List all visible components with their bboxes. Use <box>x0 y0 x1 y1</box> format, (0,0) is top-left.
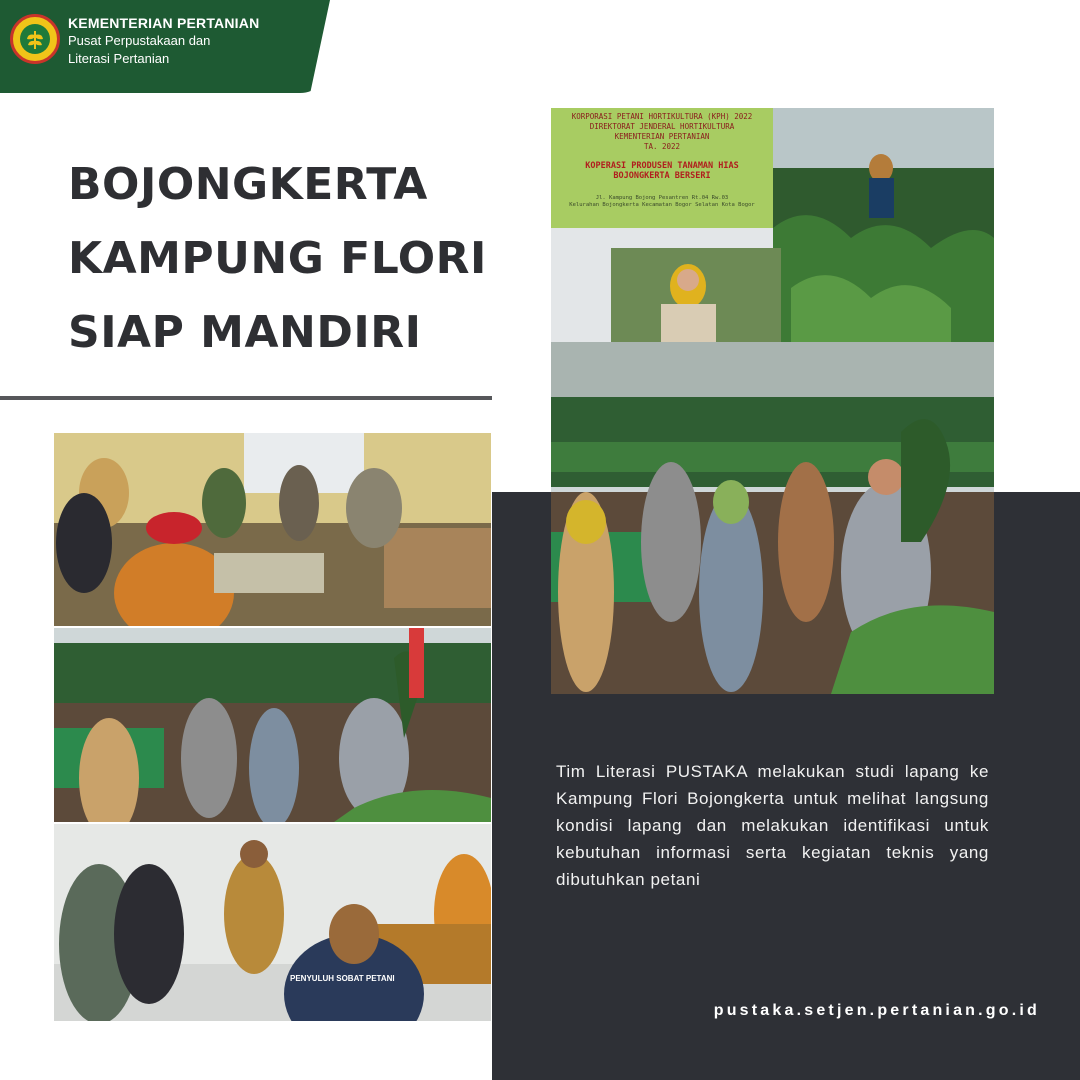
organization-name <box>68 15 259 67</box>
org-unit-line1: Pusat Perpustakaan dan <box>68 33 211 48</box>
photo-discussion <box>54 824 491 1021</box>
body-text: Tim Literasi PUSTAKA melakukan studi lapang ke Kampung Flori Bojongkerta untuk melihat langsung kondisi lapang dan melakukan identifikasi untuk kebutuhan informasi serta kegiatan teknis yang dibutuhkan petani <box>556 762 989 889</box>
sign-text <box>551 108 773 228</box>
sign-line6: BOJONGKERTA BERSERI <box>613 171 711 181</box>
shirt-label: PENYULUH SOBAT PETANI <box>290 974 395 983</box>
sign-line8: Kelurahan Bojongkerta Kecamatan Bogor Selatan Kota Bogor <box>569 202 755 208</box>
leaf-emblem-icon <box>17 21 53 57</box>
sign-line4: TA. 2022 <box>643 142 681 151</box>
sign-line2: DIREKTORAT JENDERAL HORTIKULTURA <box>589 122 735 131</box>
sign-line7: Jl. Kampung Bojong Pesantren Rt.04 Rw.03 <box>595 195 729 201</box>
photo-greenhouse-visit <box>54 628 491 822</box>
sign-line5: KOPERASI PRODUSEN TANAMAN HIAS <box>585 161 739 171</box>
ministry-logo <box>10 14 60 64</box>
headline <box>68 148 488 370</box>
photo-sign-greenhouse <box>551 108 994 342</box>
sign-line3: KEMENTERIAN PERTANIAN <box>614 132 710 141</box>
sign-line1: KORPORASI PETANI HORTIKULTURA (KPH) 2022 <box>571 112 753 121</box>
divider <box>0 396 492 400</box>
photo-group-greenhouse <box>551 342 994 694</box>
website-url[interactable]: pustaka.setjen.pertanian.go.id <box>713 1002 1040 1019</box>
headline-line1: BOJONGKERTA <box>68 159 428 210</box>
org-unit-line2: Literasi Pertanian <box>68 51 170 66</box>
org-name: KEMENTERIAN PERTANIAN <box>68 15 260 31</box>
headline-line3: SIAP MANDIRI <box>68 307 422 358</box>
photo-meeting-room <box>54 433 491 626</box>
headline-line2: KAMPUNG FLORI <box>68 233 487 284</box>
